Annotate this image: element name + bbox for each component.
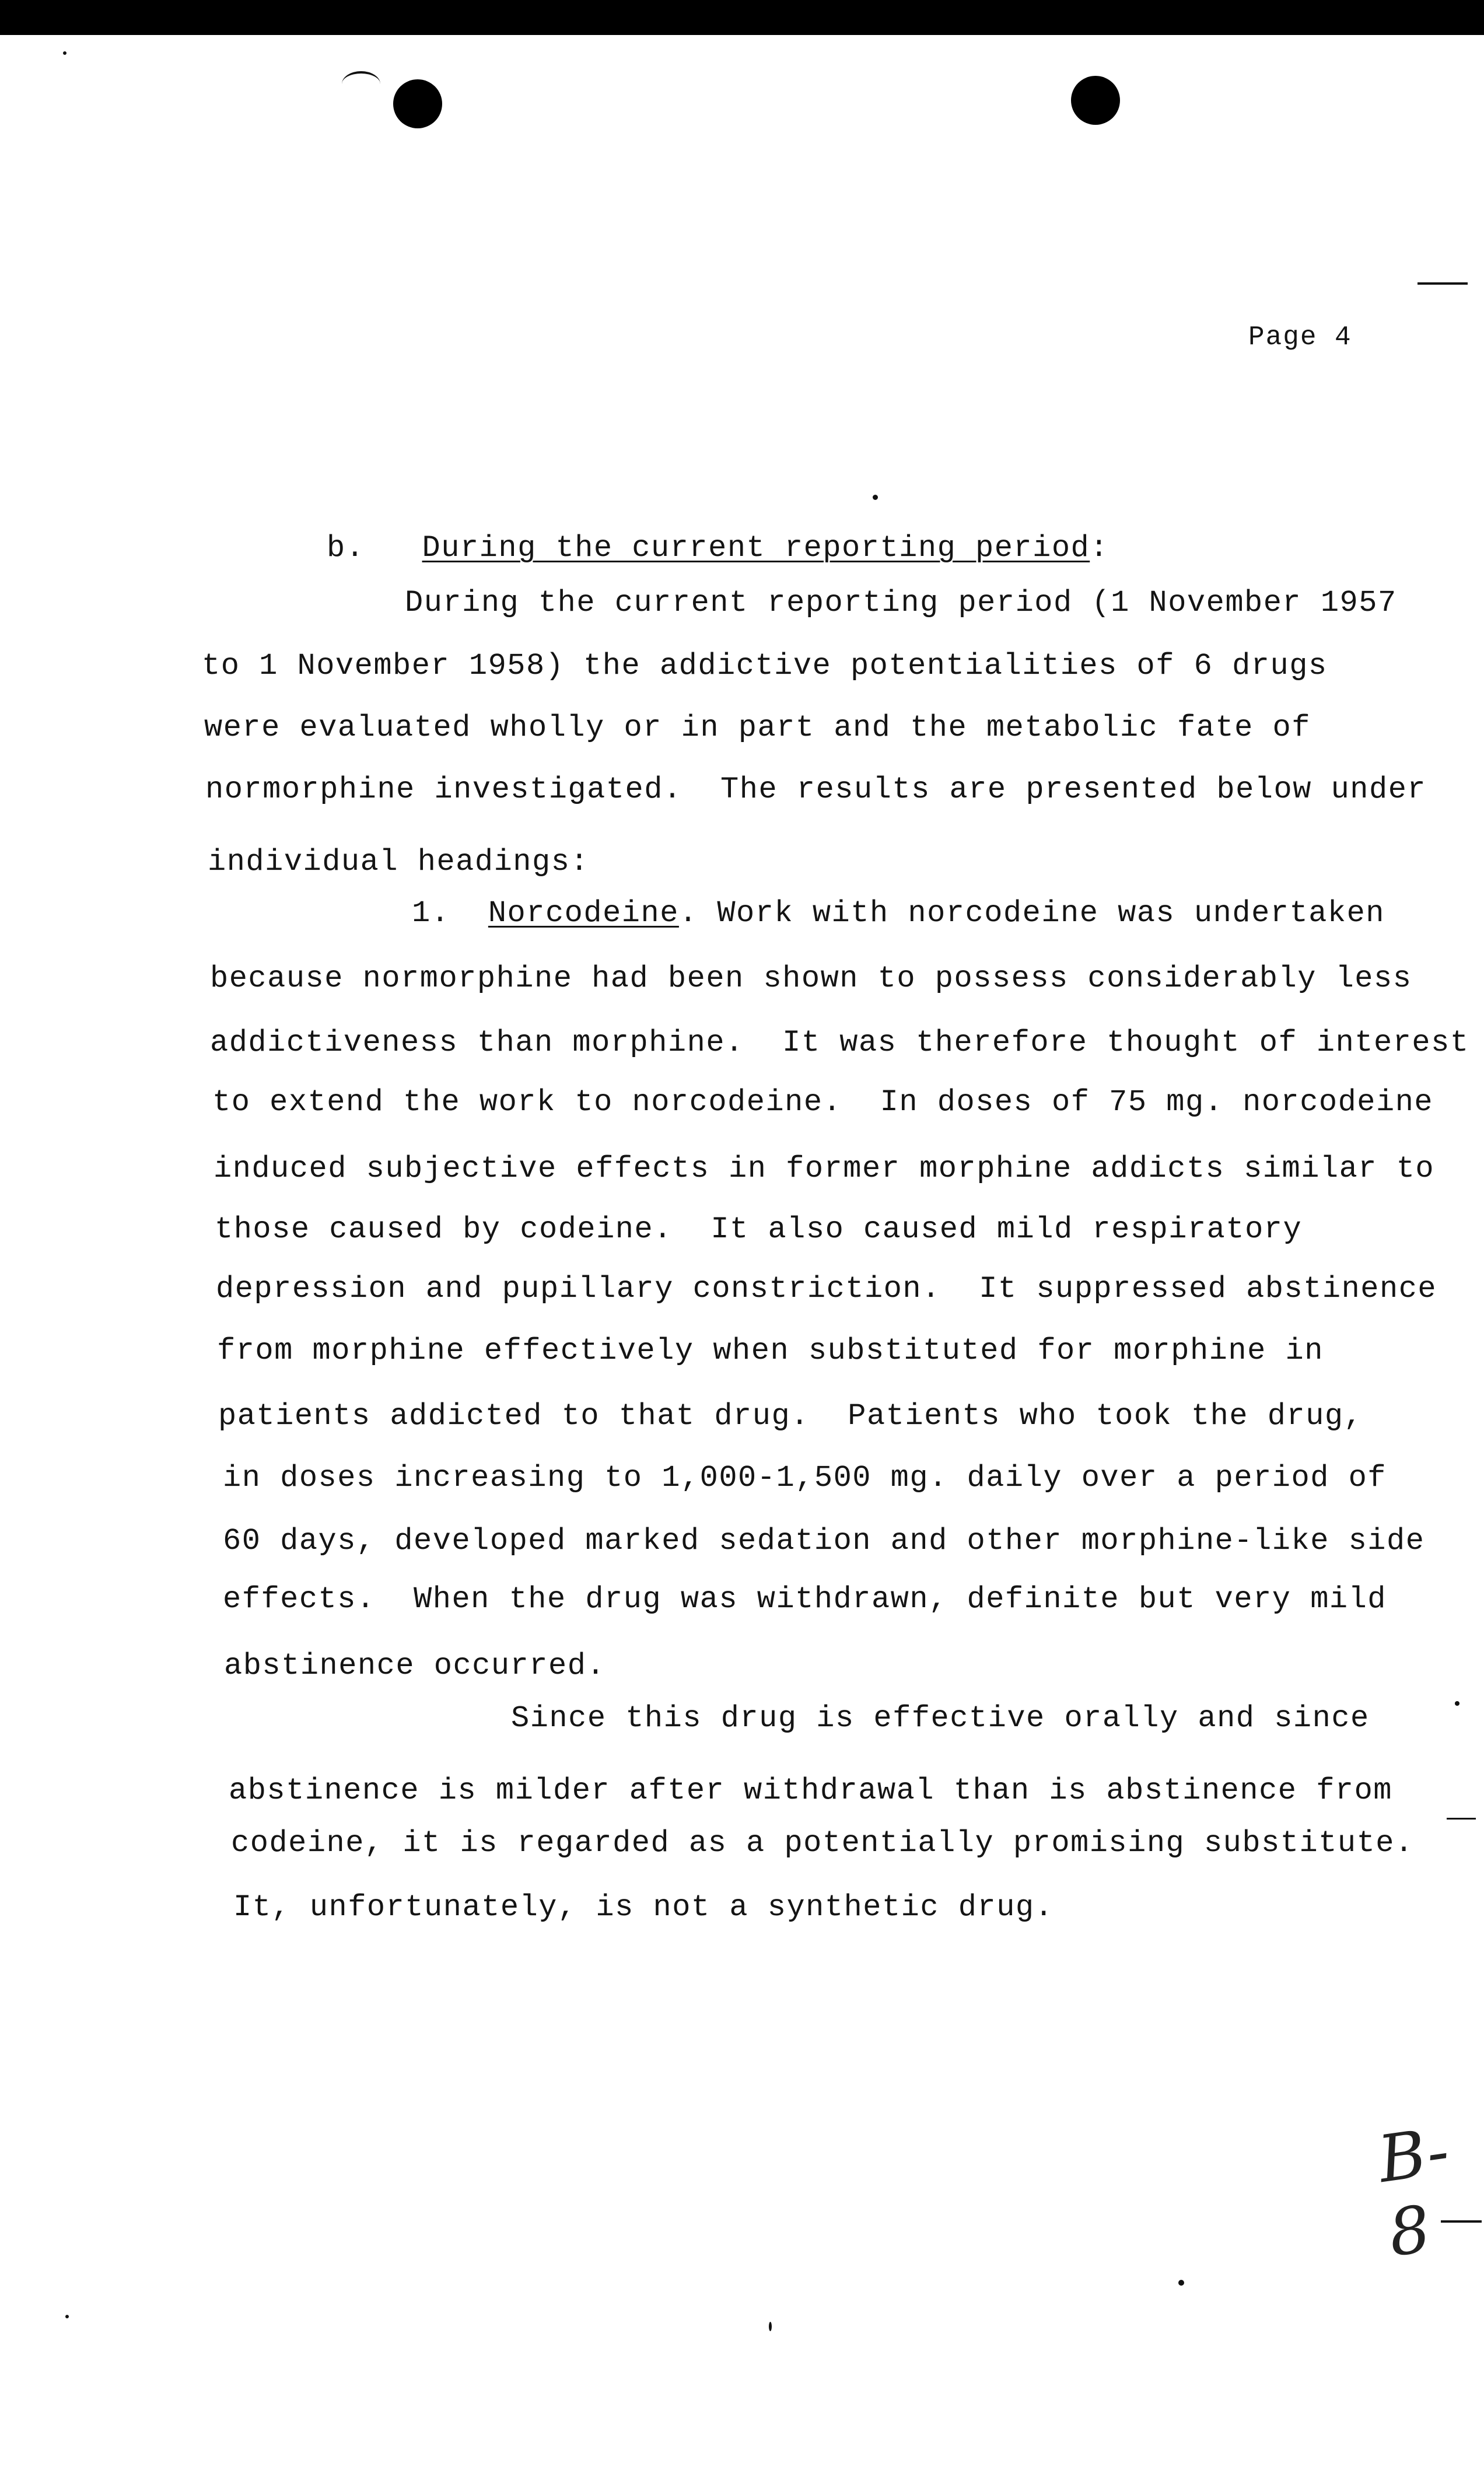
closing-line-1: Since this drug is effective orally and since bbox=[511, 1701, 1370, 1736]
closing-line-4: It, unfortunately, is not a synthetic drug. bbox=[233, 1890, 1054, 1925]
item1-line-4: to extend the work to norcodeine. In doses of 75 mg. norcodeine bbox=[212, 1085, 1434, 1119]
scan-speck bbox=[63, 51, 66, 55]
item1-line-6: those caused by codeine. It also caused mild respiratory bbox=[215, 1212, 1303, 1247]
item1-line-3: addictiveness than morphine. It was therefore thought of interest bbox=[210, 1026, 1469, 1060]
scan-speck bbox=[769, 2322, 772, 2331]
scan-top-border bbox=[0, 0, 1484, 35]
item1-line-8: from morphine effectively when substituted for morphine in bbox=[217, 1334, 1324, 1368]
section-marker: b. bbox=[327, 531, 365, 565]
item1-line-13: abstinence occurred. bbox=[224, 1649, 606, 1683]
item1-first-line bbox=[412, 896, 1385, 931]
page-number: Page 4 bbox=[1248, 322, 1352, 352]
item1-line-11: 60 days, developed marked sedation and other morphine-like side bbox=[223, 1524, 1425, 1558]
intro-line-5: individual headings: bbox=[208, 845, 590, 879]
closing-line-2: abstinence is milder after withdrawal than is abstinence from bbox=[229, 1773, 1393, 1808]
item1-line-5: induced subjective effects in former morphine addicts similar to bbox=[214, 1152, 1435, 1186]
intro-line-4: normorphine investigated. The results are presented below under bbox=[205, 772, 1427, 807]
scan-dash-mark bbox=[1447, 1818, 1476, 1820]
scan-speck bbox=[1178, 2280, 1184, 2286]
scan-speck bbox=[1455, 1701, 1460, 1706]
scan-speck bbox=[65, 2315, 69, 2318]
punch-hole-right bbox=[1071, 76, 1120, 125]
item1-line-9: patients addicted to that drug. Patients who took the drug, bbox=[218, 1399, 1363, 1433]
handwritten-annotation: B-8 bbox=[1374, 2113, 1454, 2271]
intro-line-3: were evaluated wholly or in part and the metabolic fate of bbox=[204, 711, 1311, 745]
item1-first-line-rest: Work with norcodeine was undertaken bbox=[698, 896, 1385, 930]
item1-title: Norcodeine bbox=[488, 896, 679, 930]
item1-title-period: . bbox=[678, 896, 698, 930]
punch-hole-left bbox=[393, 79, 442, 128]
intro-line-1: During the current reporting period (1 November 1957 bbox=[405, 586, 1397, 620]
section-heading bbox=[327, 531, 1109, 566]
item1-line-2: because normorphine had been shown to possess considerably less bbox=[210, 961, 1412, 996]
scan-mark bbox=[342, 71, 380, 97]
scan-dash-mark bbox=[1441, 2220, 1482, 2223]
item1-line-12: effects. When the drug was withdrawn, definite but very mild bbox=[223, 1582, 1387, 1617]
section-heading-text: During the current reporting period bbox=[422, 531, 1090, 565]
scan-dash-mark bbox=[1418, 282, 1468, 285]
item1-number: 1. bbox=[412, 896, 450, 930]
item1-line-10: in doses increasing to 1,000-1,500 mg. daily over a period of bbox=[223, 1461, 1387, 1495]
scan-speck bbox=[873, 495, 878, 500]
closing-line-3: codeine, it is regarded as a potentially promising substitute. bbox=[231, 1826, 1414, 1860]
item1-line-7: depression and pupillary constriction. It suppressed abstinence bbox=[216, 1272, 1437, 1306]
intro-line-2: to 1 November 1958) the addictive potentialities of 6 drugs bbox=[202, 649, 1328, 683]
section-heading-colon: : bbox=[1090, 531, 1109, 565]
